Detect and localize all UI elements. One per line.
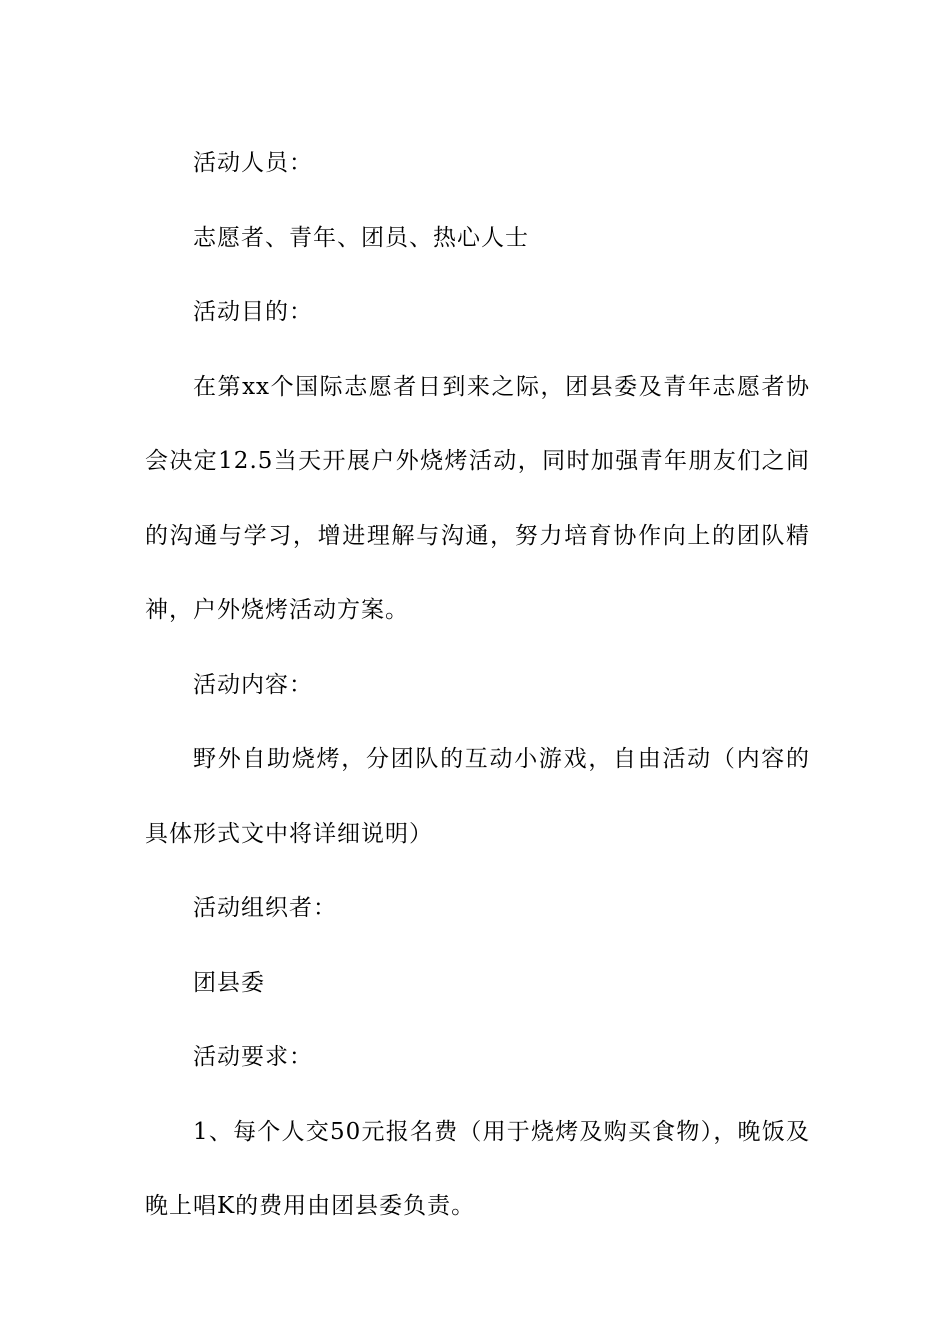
heading-content: 活动内容： <box>193 671 313 698</box>
document-body <box>145 126 810 1244</box>
heading-participants: 活动人员： <box>193 150 313 176</box>
heading-purpose: 活动目的： <box>193 299 313 325</box>
heading-organizer: 活动组织者： <box>193 895 337 921</box>
heading-requirements: 活动要求： <box>193 1044 313 1070</box>
content-paragraph: 野外自助烧烤，分团队的互动小游戏，自由活动（内容的具体形式文中将详细说明） <box>145 746 810 847</box>
purpose-paragraph: 在第xx个国际志愿者日到来之际，团县委及青年志愿者协会决定12.5当天开展户外烧烤活动，同时加强青年朋友们之间的沟通与学习，增进理解与沟通，努力培育协作向上的团队精神，户外烧烤活动方案。 <box>145 373 810 623</box>
organizer-name: 团县委 <box>193 969 265 996</box>
participants-list: 志愿者、青年、团员、热心人士 <box>193 224 529 251</box>
requirement-item-1: 1、每个人交50元报名费（用于烧烤及购买食物），晚饭及晚上唱K的费用由团县委负责。 <box>145 1118 810 1219</box>
